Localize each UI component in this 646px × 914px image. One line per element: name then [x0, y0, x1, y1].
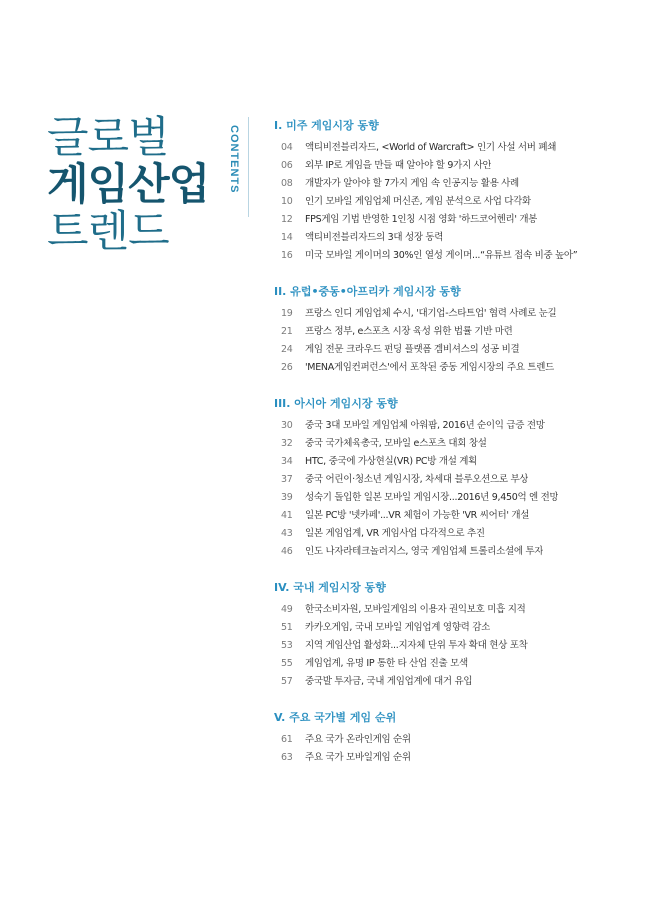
- page-number: 43: [281, 528, 293, 539]
- page-number: 16: [281, 250, 293, 261]
- entry-title: 주요 국가 모바일게임 순위: [305, 752, 411, 763]
- toc-section: [274, 396, 626, 561]
- toc-entry[interactable]: [274, 435, 626, 453]
- page-number: 53: [281, 640, 293, 651]
- title-line-2: 게임산업: [47, 160, 210, 210]
- entry-title: 일본 PC방 '넷카페'...VR 체험이 가능한 'VR 씨어터' 개설: [305, 510, 530, 521]
- page-number: 39: [281, 492, 293, 503]
- page-number: 51: [281, 622, 293, 633]
- entry-title: 주요 국가 온라인게임 순위: [305, 734, 411, 745]
- entry-title: 게임 전문 크라우드 펀딩 플랫폼 겜비셔스의 성공 비결: [305, 344, 520, 355]
- page-number: 19: [281, 308, 293, 319]
- page-number: 30: [281, 420, 293, 431]
- section-title: IV. 국내 게임시장 동향: [274, 581, 386, 594]
- toc-entry[interactable]: [274, 175, 626, 193]
- page-number: 10: [281, 196, 293, 207]
- toc-entry[interactable]: [274, 655, 626, 673]
- entry-title: 개발자가 알아야 할 7가지 게임 속 인공지능 활용 사례: [305, 178, 519, 189]
- page-number: 55: [281, 658, 293, 669]
- entry-title: 인기 모바일 게임업체 머신존, 게임 분석으로 사업 다각화: [305, 196, 531, 207]
- entry-title: 중국 어린이·청소년 게임시장, 차세대 블루오션으로 부상: [305, 474, 529, 485]
- toc-entry[interactable]: [274, 359, 626, 377]
- toc-section: [274, 710, 626, 767]
- entry-title: 카카오게임, 국내 모바일 게임업계 영향력 감소: [305, 622, 490, 633]
- page-number: 08: [281, 178, 293, 189]
- toc-section: [274, 284, 626, 377]
- toc-entry[interactable]: [274, 305, 626, 323]
- toc-entry[interactable]: [274, 673, 626, 691]
- toc-entry[interactable]: [274, 637, 626, 655]
- toc-entry[interactable]: [274, 619, 626, 637]
- contents-label: CONTENTS: [228, 125, 240, 194]
- entry-title: 프랑스 인디 게임업체 수시, '대기업-스타트업' 협력 사례로 눈길: [305, 308, 557, 319]
- toc-entry[interactable]: [274, 193, 626, 211]
- contents-divider: [248, 117, 249, 217]
- page-number: 57: [281, 676, 293, 687]
- entry-title: 일본 게임업계, VR 게임사업 다각적으로 추진: [305, 528, 485, 539]
- title-line-3: 트렌드: [47, 207, 169, 257]
- page-number: 46: [281, 546, 293, 557]
- page-number: 26: [281, 362, 293, 373]
- entry-title: 한국소비자원, 모바일게임의 이용자 권익보호 미흡 지적: [305, 604, 526, 615]
- page-number: 41: [281, 510, 293, 521]
- toc-entry[interactable]: [274, 489, 626, 507]
- toc-entry[interactable]: [274, 731, 626, 749]
- toc-entry[interactable]: [274, 229, 626, 247]
- entry-title: 중국발 투자금, 국내 게임업계에 대거 유입: [305, 676, 473, 687]
- toc-entry[interactable]: [274, 507, 626, 525]
- entry-title: 'MENA게임컨퍼런스'에서 포착된 중동 게임시장의 주요 트렌드: [305, 362, 554, 373]
- entry-title: 프랑스 정부, e스포츠 시장 육성 위한 법률 기반 마련: [305, 326, 513, 337]
- entry-title: 액티비전블리자드의 3대 성장 동력: [305, 232, 444, 243]
- entry-title: 미국 모바일 게이머의 30%인 열성 게이머...“유튜브 접속 비중 높아”: [305, 250, 578, 261]
- page-number: 49: [281, 604, 293, 615]
- page-number: 32: [281, 438, 293, 449]
- page-number: 14: [281, 232, 293, 243]
- toc-section: [274, 580, 626, 691]
- toc-entry[interactable]: [274, 749, 626, 767]
- entry-title: 중국 3대 모바일 게임업체 아워팜, 2016년 순이익 급증 전망: [305, 420, 545, 431]
- toc-entry[interactable]: [274, 471, 626, 489]
- toc-entry[interactable]: [274, 417, 626, 435]
- page-number: 37: [281, 474, 293, 485]
- section-title: V. 주요 국가별 게임 순위: [274, 711, 397, 724]
- page-number: 04: [281, 142, 293, 153]
- toc-entry[interactable]: [274, 211, 626, 229]
- entry-title: 인도 나자라테크놀러지스, 영국 게임업체 트롤리소셜에 투자: [305, 546, 544, 557]
- entry-title: 외부 IP로 게임을 만들 때 알아야 할 9가지 사안: [305, 160, 492, 171]
- section-title: III. 아시아 게임시장 동향: [274, 397, 398, 410]
- entry-title: 지역 게임산업 활성화...지자체 단위 투자 확대 현상 포착: [305, 640, 528, 651]
- cover-title: [47, 115, 209, 256]
- page-number: 61: [281, 734, 293, 745]
- table-of-contents: [274, 118, 626, 786]
- entry-title: 성숙기 돌입한 일본 모바일 게임시장...2016년 9,450억 엔 전망: [305, 492, 559, 503]
- section-title: I. 미주 게임시장 동향: [274, 119, 379, 132]
- page-number: 34: [281, 456, 293, 467]
- page-number: 24: [281, 344, 293, 355]
- toc-entry[interactable]: [274, 247, 626, 265]
- title-line-1: 글로벌: [47, 113, 169, 163]
- toc-entry[interactable]: [274, 139, 626, 157]
- toc-entry[interactable]: [274, 157, 626, 175]
- page-number: 06: [281, 160, 293, 171]
- entry-title: 중국 국가체육총국, 모바일 e스포츠 대회 창설: [305, 438, 487, 449]
- toc-entry[interactable]: [274, 341, 626, 359]
- entry-title: 액티비전블리자드, <World of Warcraft> 인기 사설 서버 폐쇄: [305, 142, 557, 153]
- toc-section: [274, 118, 626, 265]
- page-number: 12: [281, 214, 293, 225]
- toc-entry[interactable]: [274, 453, 626, 471]
- entry-title: HTC, 중국에 가상현실(VR) PC방 개설 계획: [305, 456, 478, 467]
- toc-entry[interactable]: [274, 525, 626, 543]
- page-number: 21: [281, 326, 293, 337]
- section-title: II. 유럽•중동•아프리카 게임시장 동향: [274, 285, 461, 298]
- entry-title: 게임업계, 유명 IP 통한 타 산업 진출 모색: [305, 658, 468, 669]
- page-number: 63: [281, 752, 293, 763]
- entry-title: FPS게임 기법 반영한 1인칭 시점 영화 '하드코어헨리' 개봉: [305, 214, 538, 225]
- toc-entry[interactable]: [274, 543, 626, 561]
- toc-entry[interactable]: [274, 323, 626, 341]
- toc-entry[interactable]: [274, 601, 626, 619]
